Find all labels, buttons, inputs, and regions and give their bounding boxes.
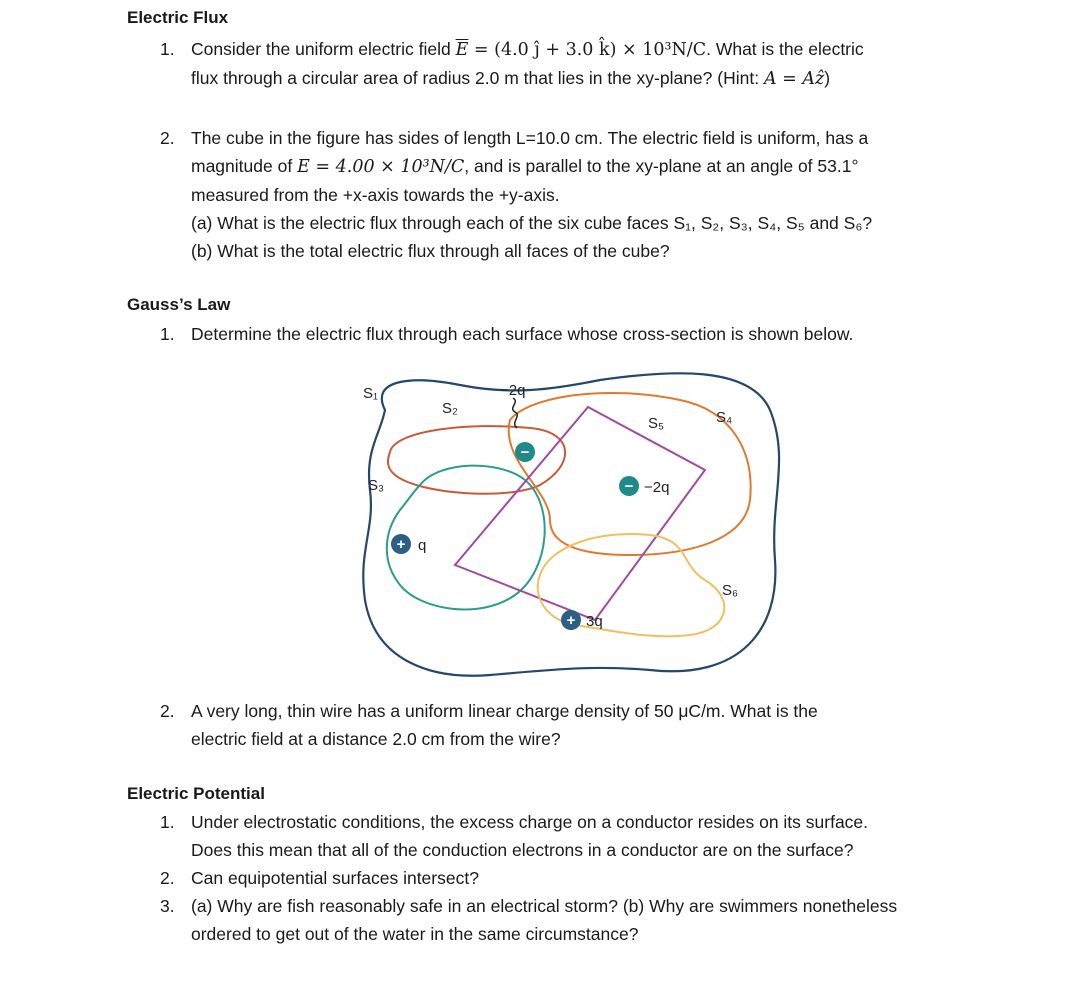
question-number: 1. [160,812,175,832]
question-text: Consider the uniform electric field [191,39,451,59]
section-heading-electric-potential: Electric Potential [127,784,265,803]
potential-question-3 [160,892,980,948]
label-s4: S₄ [716,409,733,426]
question-number: 1. [160,39,175,59]
potential-question-2 [160,864,980,892]
field-magnitude-equation: E = 4.00 × 10³N/C [297,157,465,177]
charge-sign: + [566,612,576,629]
label-s1: S₁ [363,385,379,402]
question-text-line1: A very long, thin wire has a uniform linear charge density of 50 μC/m. What is the [191,701,818,721]
label-s6: S₆ [722,582,739,599]
charge-sign: − [624,478,634,495]
question-part-b: (b) What is the total electric flux through all faces of the cube? [191,241,670,261]
charge-sign: + [396,536,406,553]
question-number: 3. [160,896,175,916]
question-text-cont: . What is the electric [706,39,864,59]
question-number: 1. [160,324,175,344]
potential-question-1 [160,808,980,864]
hint-close: ) [824,68,831,88]
label-charge-middle: −2q [644,479,670,496]
question-text-line1: Under electrostatic conditions, the excess charge on a conductor resides on its surface. [191,812,869,832]
surface-s2 [388,426,565,494]
field-equation: = (4.0 ĵ + 3.0 k̂) × 10³N/C [468,40,707,60]
question-text-line2: flux through a circular area of radius 2.0 m that lies in the xy-plane? (Hint: [191,68,760,88]
label-s2: S₂ [442,400,458,417]
section-heading-gauss-law: Gauss’s Law [127,295,231,314]
surface-s5 [455,407,705,620]
gaussian-surfaces-figure [350,350,790,690]
label-charge-left: q [418,537,427,554]
question-text-line2: ordered to get out of the water in the same circumstance? [191,924,639,944]
hint-equation: A = Aẑ [763,69,825,89]
charge-sign: − [520,444,530,461]
label-s3: S₃ [368,477,385,494]
flux-question-1 [160,35,980,93]
label-charge-top: −2q [500,382,526,399]
charge-negative-top [515,442,535,462]
question-text-line2: electric field at a distance 2.0 cm from the wire? [191,729,561,749]
label-s5: S₅ [648,415,665,432]
question-text-line1: The cube in the figure has sides of length L=10.0 cm. The electric field is uniform, has a [191,128,869,148]
charge-negative-middle [619,476,639,496]
question-text-line2b: , and is parallel to the xy-plane at an angle of 53.1° [464,156,859,176]
gauss-question-2 [160,697,980,753]
charge-pointer-squiggle [513,398,518,428]
charge-positive-bottom [561,610,581,630]
question-text-line2: Does this mean that all of the conduction electrons in a conductor are on the surface? [191,840,854,860]
question-text-line2a: magnitude of [191,156,293,176]
section-heading-electric-flux: Electric Flux [127,8,229,27]
flux-question-2 [160,124,980,265]
question-text: Determine the electric flux through each surface whose cross-section is shown below. [191,324,854,344]
question-number: 2. [160,128,175,148]
question-text-line3: measured from the +x-axis towards the +y-axis. [191,185,560,205]
gauss-question-1 [160,320,980,348]
question-text: Can equipotential surfaces intersect? [191,868,479,888]
question-text-line1: (a) Why are fish reasonably safe in an electrical storm? (b) Why are swimmers nonetheless [191,896,898,916]
question-number: 2. [160,868,175,888]
field-vector-symbol: $\overline{E}$ [455,40,469,60]
question-part-a: (a) What is the electric flux through each of the six cube faces S₁, S₂, S₃, S₄, S₅ and S₆? [191,213,873,233]
label-charge-bottom: 3q [586,613,603,630]
question-number: 2. [160,701,175,721]
charge-positive-left [391,534,411,554]
